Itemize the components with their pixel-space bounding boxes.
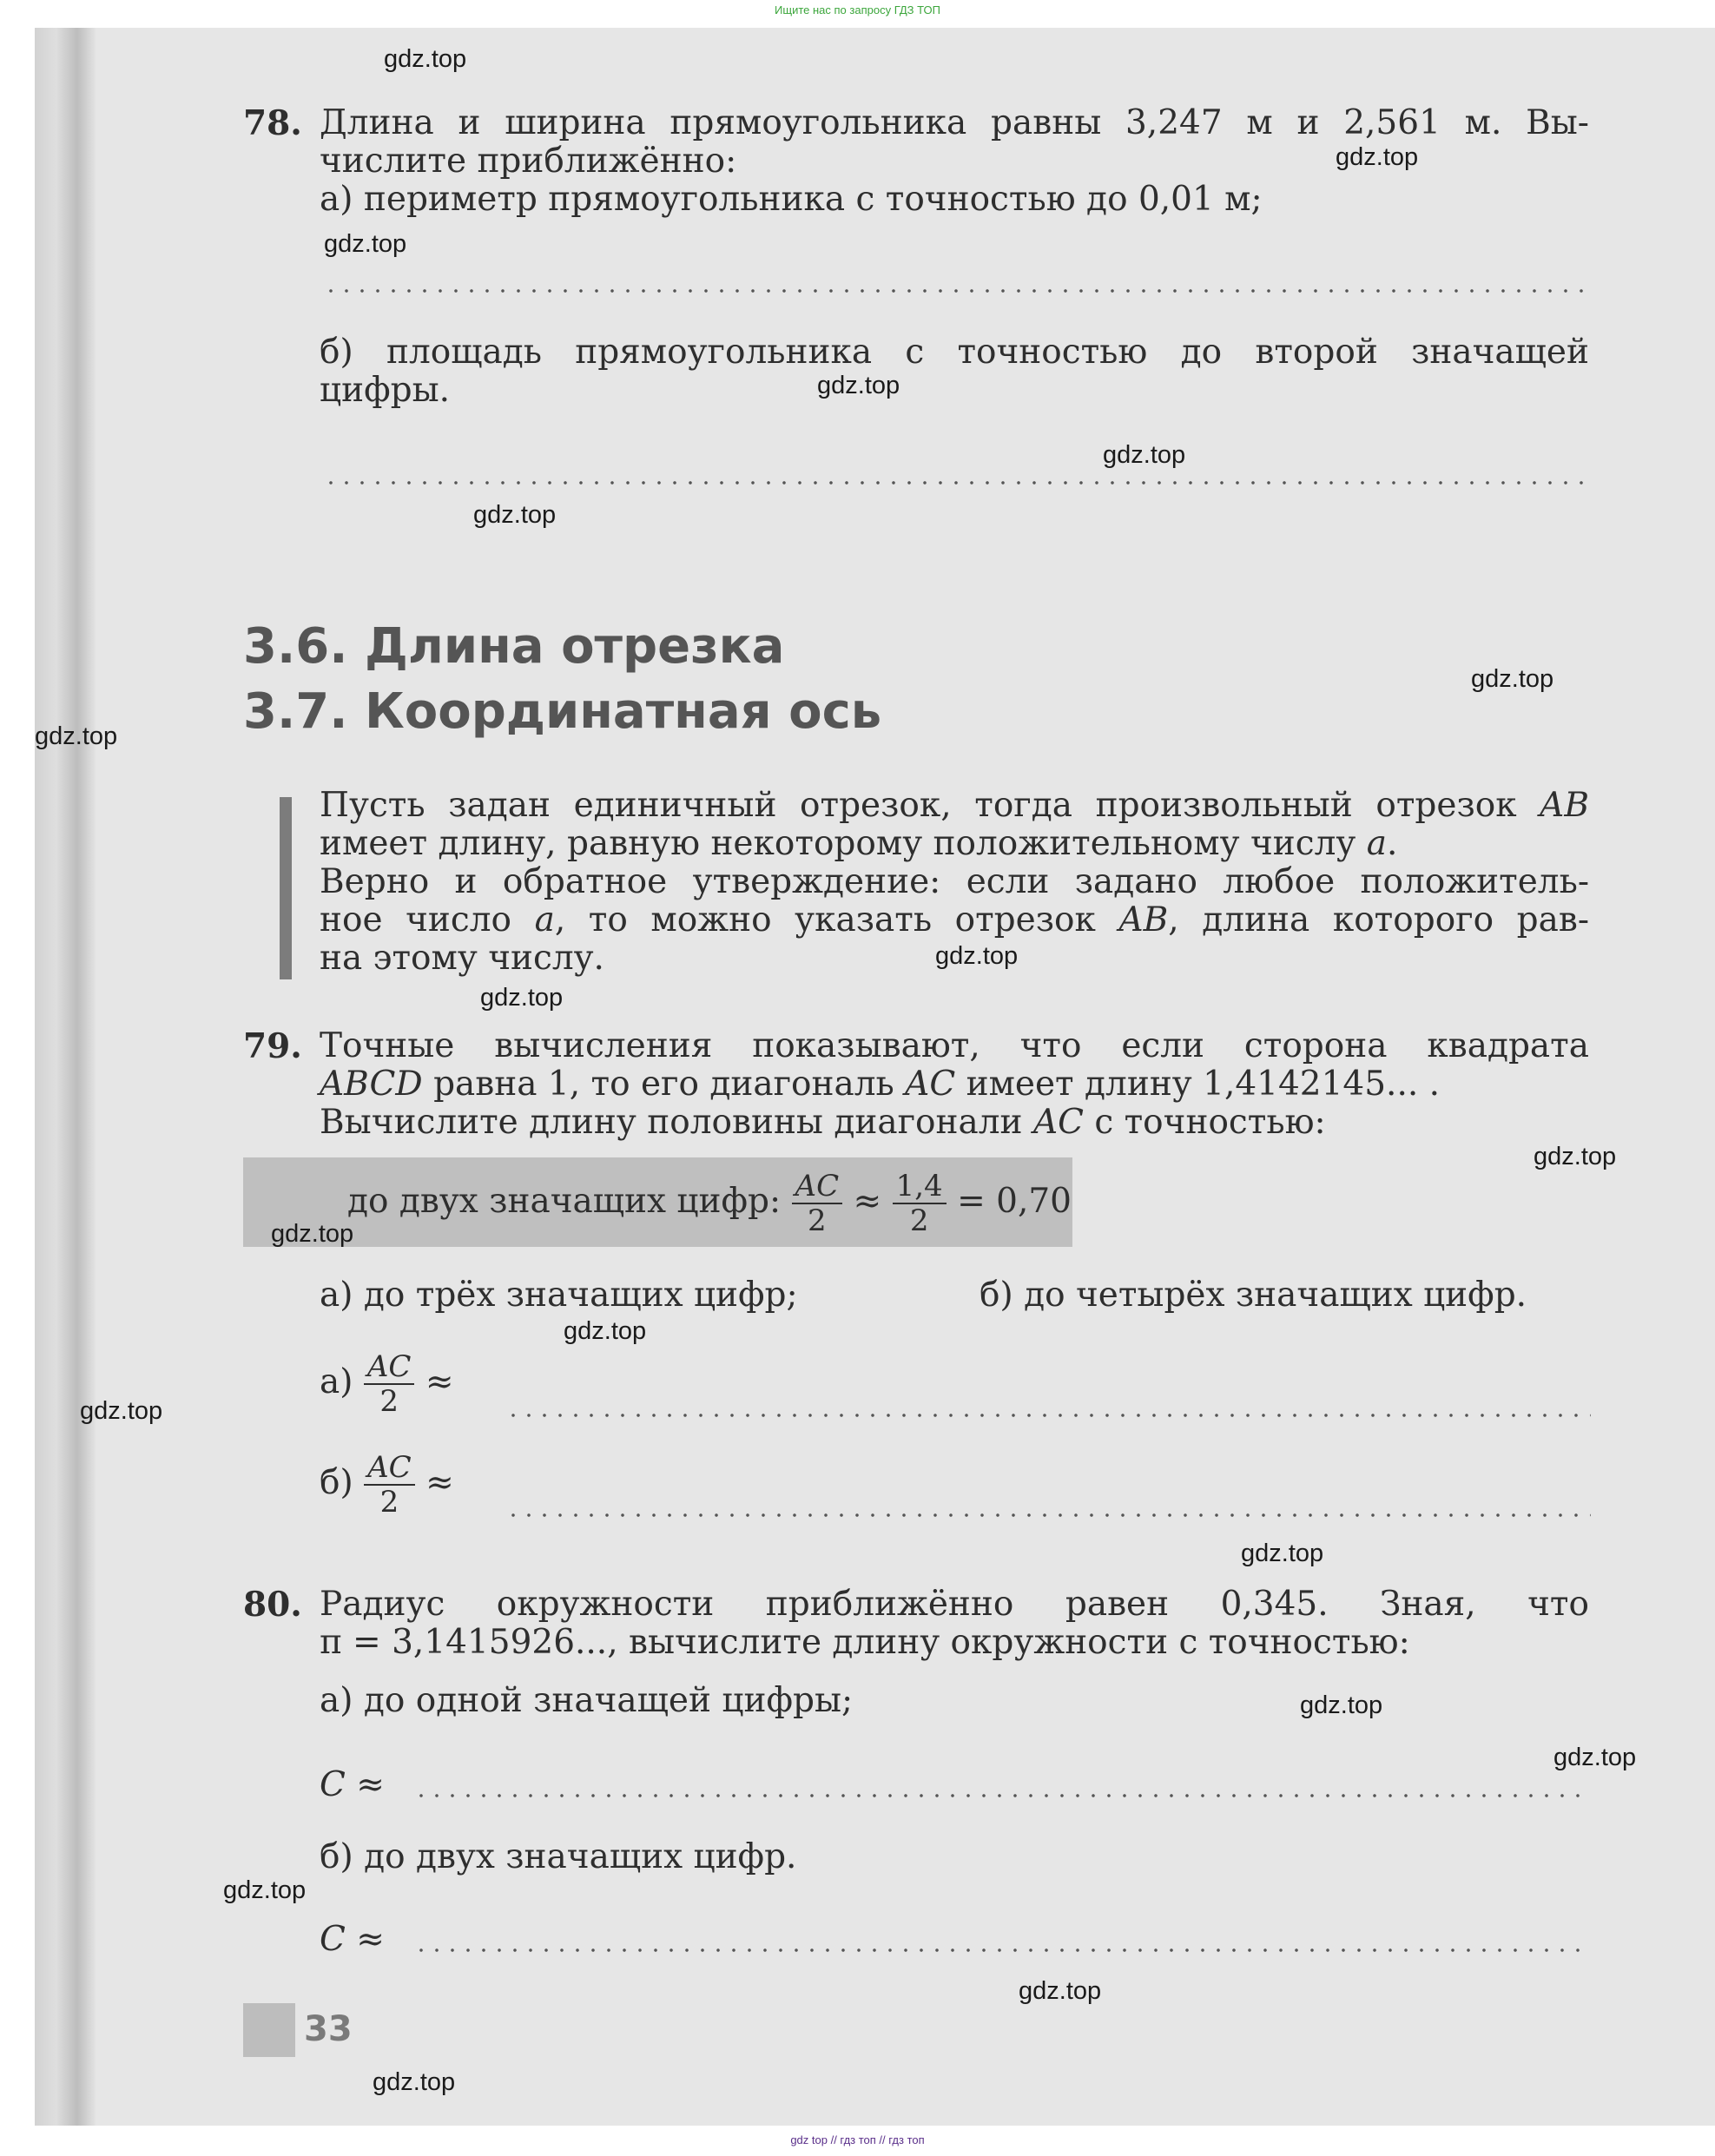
problem-78-line-2: числите приближённо: [320, 142, 737, 181]
problem-78-line-1: Длина и ширина прямоугольника равны 3,247 м и 2,561 м. Вы- [320, 103, 1589, 142]
watermark: gdz.top [480, 984, 564, 1012]
problem-79-answer-b: б) $\frac{AC}{2}$ ≈ [320, 1450, 454, 1520]
watermark: gdz.top [1019, 1977, 1102, 2005]
rule-line-4: ное число a, то можно указать отрезок AB, длина которого рав- [320, 900, 1590, 940]
problem-80-answer-a-label: C ≈ [320, 1765, 385, 1804]
watermark: gdz.top [817, 372, 900, 399]
problem-79-task-b: б) до четырёх значащих цифр. [980, 1276, 1527, 1315]
problem-78-part-b-line-1: б) площадь прямоугольника с точностью до второй значащей [320, 333, 1589, 372]
problem-79-task-a: а) до трёх значащих цифр; [320, 1276, 798, 1315]
answer-line-78b[interactable] [323, 481, 1591, 485]
rule-line-2: имеет длину, равную некоторому положительному числу a. [320, 824, 1398, 863]
watermark: gdz.top [35, 722, 118, 750]
section-heading-3-7: 3.7. Координатная ось [243, 683, 882, 740]
watermark: gdz.top [324, 230, 407, 258]
problem-80-line-2: π = 3,1415926..., вычислите длину окружности с точностью: [320, 1623, 1410, 1662]
answer-line-79b[interactable] [505, 1513, 1591, 1517]
problem-79-line-2: ABCD равна 1, то его диагональ AC имеет длину 1,4142145... . [320, 1065, 1441, 1104]
answer-line-80b[interactable] [413, 1948, 1591, 1952]
watermark: gdz.top [1534, 1143, 1617, 1170]
watermark: gdz.top [564, 1317, 647, 1345]
answer-line-78a[interactable] [323, 289, 1591, 293]
fraction-ac-over-2-a: $\frac{AC}{2}$ [364, 1350, 415, 1418]
problem-79-answer-a: а) $\frac{AC}{2}$ ≈ [320, 1349, 454, 1419]
page-number-box [243, 2003, 295, 2057]
watermark: gdz.top [384, 45, 467, 73]
problem-79-number: 79. [243, 1026, 302, 1066]
problem-79-line-1: Точные вычисления показывают, что если сторона квадрата [320, 1026, 1589, 1065]
rule-line-1: Пусть задан единичный отрезок, тогда произвольный отрезок AB [320, 786, 1589, 825]
watermark: gdz.top [1553, 1744, 1637, 1771]
watermark: gdz.top [271, 1220, 354, 1248]
example-fraction-value: $\frac{1,4}{2}$ [893, 1170, 947, 1237]
rule-line-3: Верно и обратное утверждение: если задано любое положитель- [320, 862, 1589, 901]
top-banner: Ищите нас по запросу ГДЗ ТОП [775, 3, 940, 16]
example-fraction-ac: $\frac{AC}{2}$ [792, 1170, 843, 1237]
watermark: gdz.top [80, 1397, 163, 1425]
problem-79-line-3: Вычислите длину половины диагонали AC с точностью: [320, 1103, 1326, 1142]
watermark: gdz.top [935, 942, 1019, 970]
watermark: gdz.top [373, 2068, 456, 2096]
problem-80-number: 80. [243, 1585, 302, 1625]
page-spine-shadow [35, 28, 96, 2126]
watermark: gdz.top [473, 501, 557, 529]
bottom-footer: gdz top // гдз топ // гдз топ [790, 2133, 925, 2146]
problem-78-part-a: а) периметр прямоугольника с точностью до 0,01 м; [320, 180, 1263, 219]
rule-line-5: на этому числу. [320, 939, 604, 978]
section-heading-3-6: 3.6. Длина отрезка [243, 618, 785, 675]
watermark: gdz.top [1336, 143, 1419, 171]
page-number: 33 [304, 2009, 353, 2049]
problem-80-part-b: б) до двух значащих цифр. [320, 1837, 797, 1876]
problem-80-line-1: Радиус окружности приближённо равен 0,345. Зная, что [320, 1585, 1589, 1624]
example-line: до двух значащих цифр: $\frac{AC}{2}$ ≈ $\frac{1,4}{2}$ = 0,70 [347, 1169, 1072, 1238]
answer-line-79a[interactable] [505, 1414, 1591, 1417]
problem-80-part-a: а) до одной значащей цифры; [320, 1681, 854, 1720]
answer-line-80a[interactable] [413, 1794, 1591, 1797]
watermark: gdz.top [1103, 441, 1186, 469]
fraction-ac-over-2-b: $\frac{AC}{2}$ [364, 1451, 415, 1519]
problem-78-part-b-line-2: цифры. [320, 371, 451, 410]
watermark: gdz.top [1300, 1691, 1383, 1719]
rule-side-bar [280, 797, 292, 979]
watermark: gdz.top [1471, 665, 1554, 693]
watermark: gdz.top [1241, 1540, 1324, 1567]
problem-78-number: 78. [243, 103, 302, 143]
problem-80-answer-b-label: C ≈ [320, 1920, 385, 1959]
watermark: gdz.top [223, 1876, 307, 1904]
